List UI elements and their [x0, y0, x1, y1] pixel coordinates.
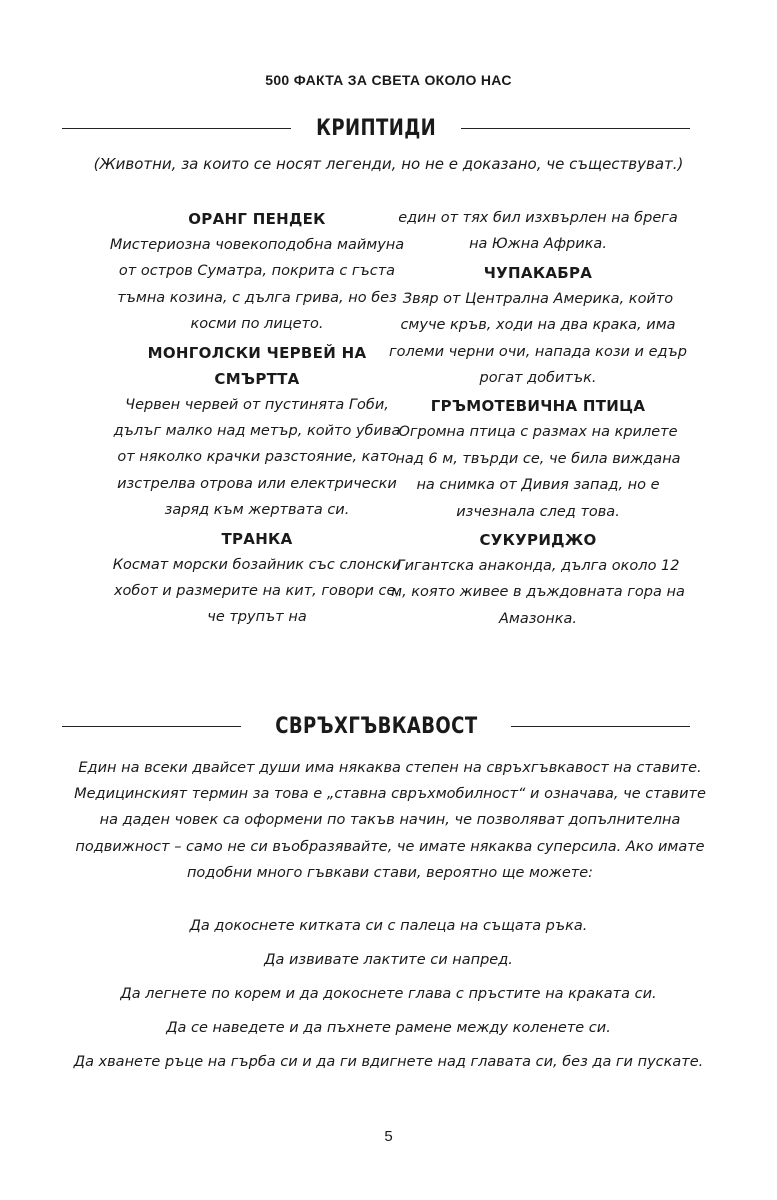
cryptids-heading-label: КРИПТИДИ — [316, 116, 437, 141]
list-item: Да извивате лактите си напред. — [264, 952, 513, 968]
entry-text-thunderbird: Огромна птица с размах на крилете над 6 м, твърди се, че била виждана на снимка от Дивия запад, но е изчезнала след това. — [395, 424, 681, 520]
entry-title-orang-pendek: ОРАНГ ПЕНДЕК — [188, 210, 326, 228]
entry-text-trunko-continued: един от тях бил изхвърлен на брега на Южна Африка. — [398, 210, 678, 253]
entry-text-sucuriju: Гигантска анаконда, дълга около 12 м, която живее в дъждовната гора на Амазонка. — [391, 558, 685, 627]
list-item: Да се наведете и да пъхнете рамене между коленете си. — [166, 1020, 611, 1036]
list-item: Да хванете ръце на гърба си и да ги вдигнете над главата си, без да ги пускате. — [73, 1054, 704, 1070]
heading-rule-left — [62, 128, 291, 129]
list-item: Да докоснете китката си с палеца на същата ръка. — [189, 918, 588, 934]
hypermobility-paragraph: Един на всеки двайсет души има някаква степен на свръхгъвкавост на ставите. Медицинският термин за това е „ставна свръхмобилност“ и означава, че ставите на даден човек са оформени по такъв начин, че позволяват допълнителна подвижност – само не си въобразявайте, че имате някаква суперсила. Ако имате подобни много гъвкави стави, вероятно ще можете: — [74, 760, 706, 881]
entry-text-chupacabra: Звяр от Централна Америка, който смуче кръв, ходи на два крака, има големи черни очи, напада кози и едър рогат добитък. — [389, 290, 687, 387]
entry-title-trunko: ТРАНКА — [221, 529, 293, 548]
hypermobility-list — [40, 913, 737, 1083]
cryptids-heading — [62, 116, 690, 141]
heading-rule-left — [62, 726, 241, 727]
heading-rule-right — [511, 726, 690, 727]
entry-title-chupacabra: ЧУПАКАБРА — [483, 263, 593, 282]
page-number: 5 — [384, 1128, 393, 1145]
entry-text-mongolian-death-worm: Червен червей от пустинята Гоби, дълъг малко над метър, който убива от няколко крачки разстояние, като изстрелва отрова или електрически заряд към жертвата си. — [113, 396, 401, 519]
cryptids-right-column — [388, 205, 688, 634]
book-title: 500 ФАКТА ЗА СВЕТА ОКОЛО НАС — [265, 72, 512, 88]
heading-rule-right — [461, 128, 690, 129]
entry-title-mongolian-death-worm: МОНГОЛСКИ ЧЕРВЕЙ НА СМЪРТТА — [147, 343, 367, 388]
entry-text-trunko: Космат морски бозайник със слонски хобот и размерите на кит, говори се, че трупът на — [112, 556, 402, 626]
list-item: Да легнете по корем и да докоснете глава с пръстите на краката си. — [120, 986, 657, 1002]
cryptids-left-column — [107, 205, 407, 633]
entry-text-orang-pendek: Мистериозна човекоподобна маймуна от остров Суматра, покрита с гъста тъмна козина, с дълга грива, но без косми по лицето. — [109, 237, 405, 333]
entry-title-thunderbird: ГРЪМОТЕВИЧНА ПТИЦА — [430, 397, 646, 416]
cryptids-subtitle: (Животни, за които се носят легенди, но не е доказано, че съществуват.) — [93, 155, 684, 173]
hypermobility-heading-label: СВРЪХГЪВКАВОСТ — [274, 714, 478, 739]
hypermobility-heading — [62, 714, 690, 739]
entry-title-sucuriju: СУКУРИДЖО — [479, 531, 597, 550]
